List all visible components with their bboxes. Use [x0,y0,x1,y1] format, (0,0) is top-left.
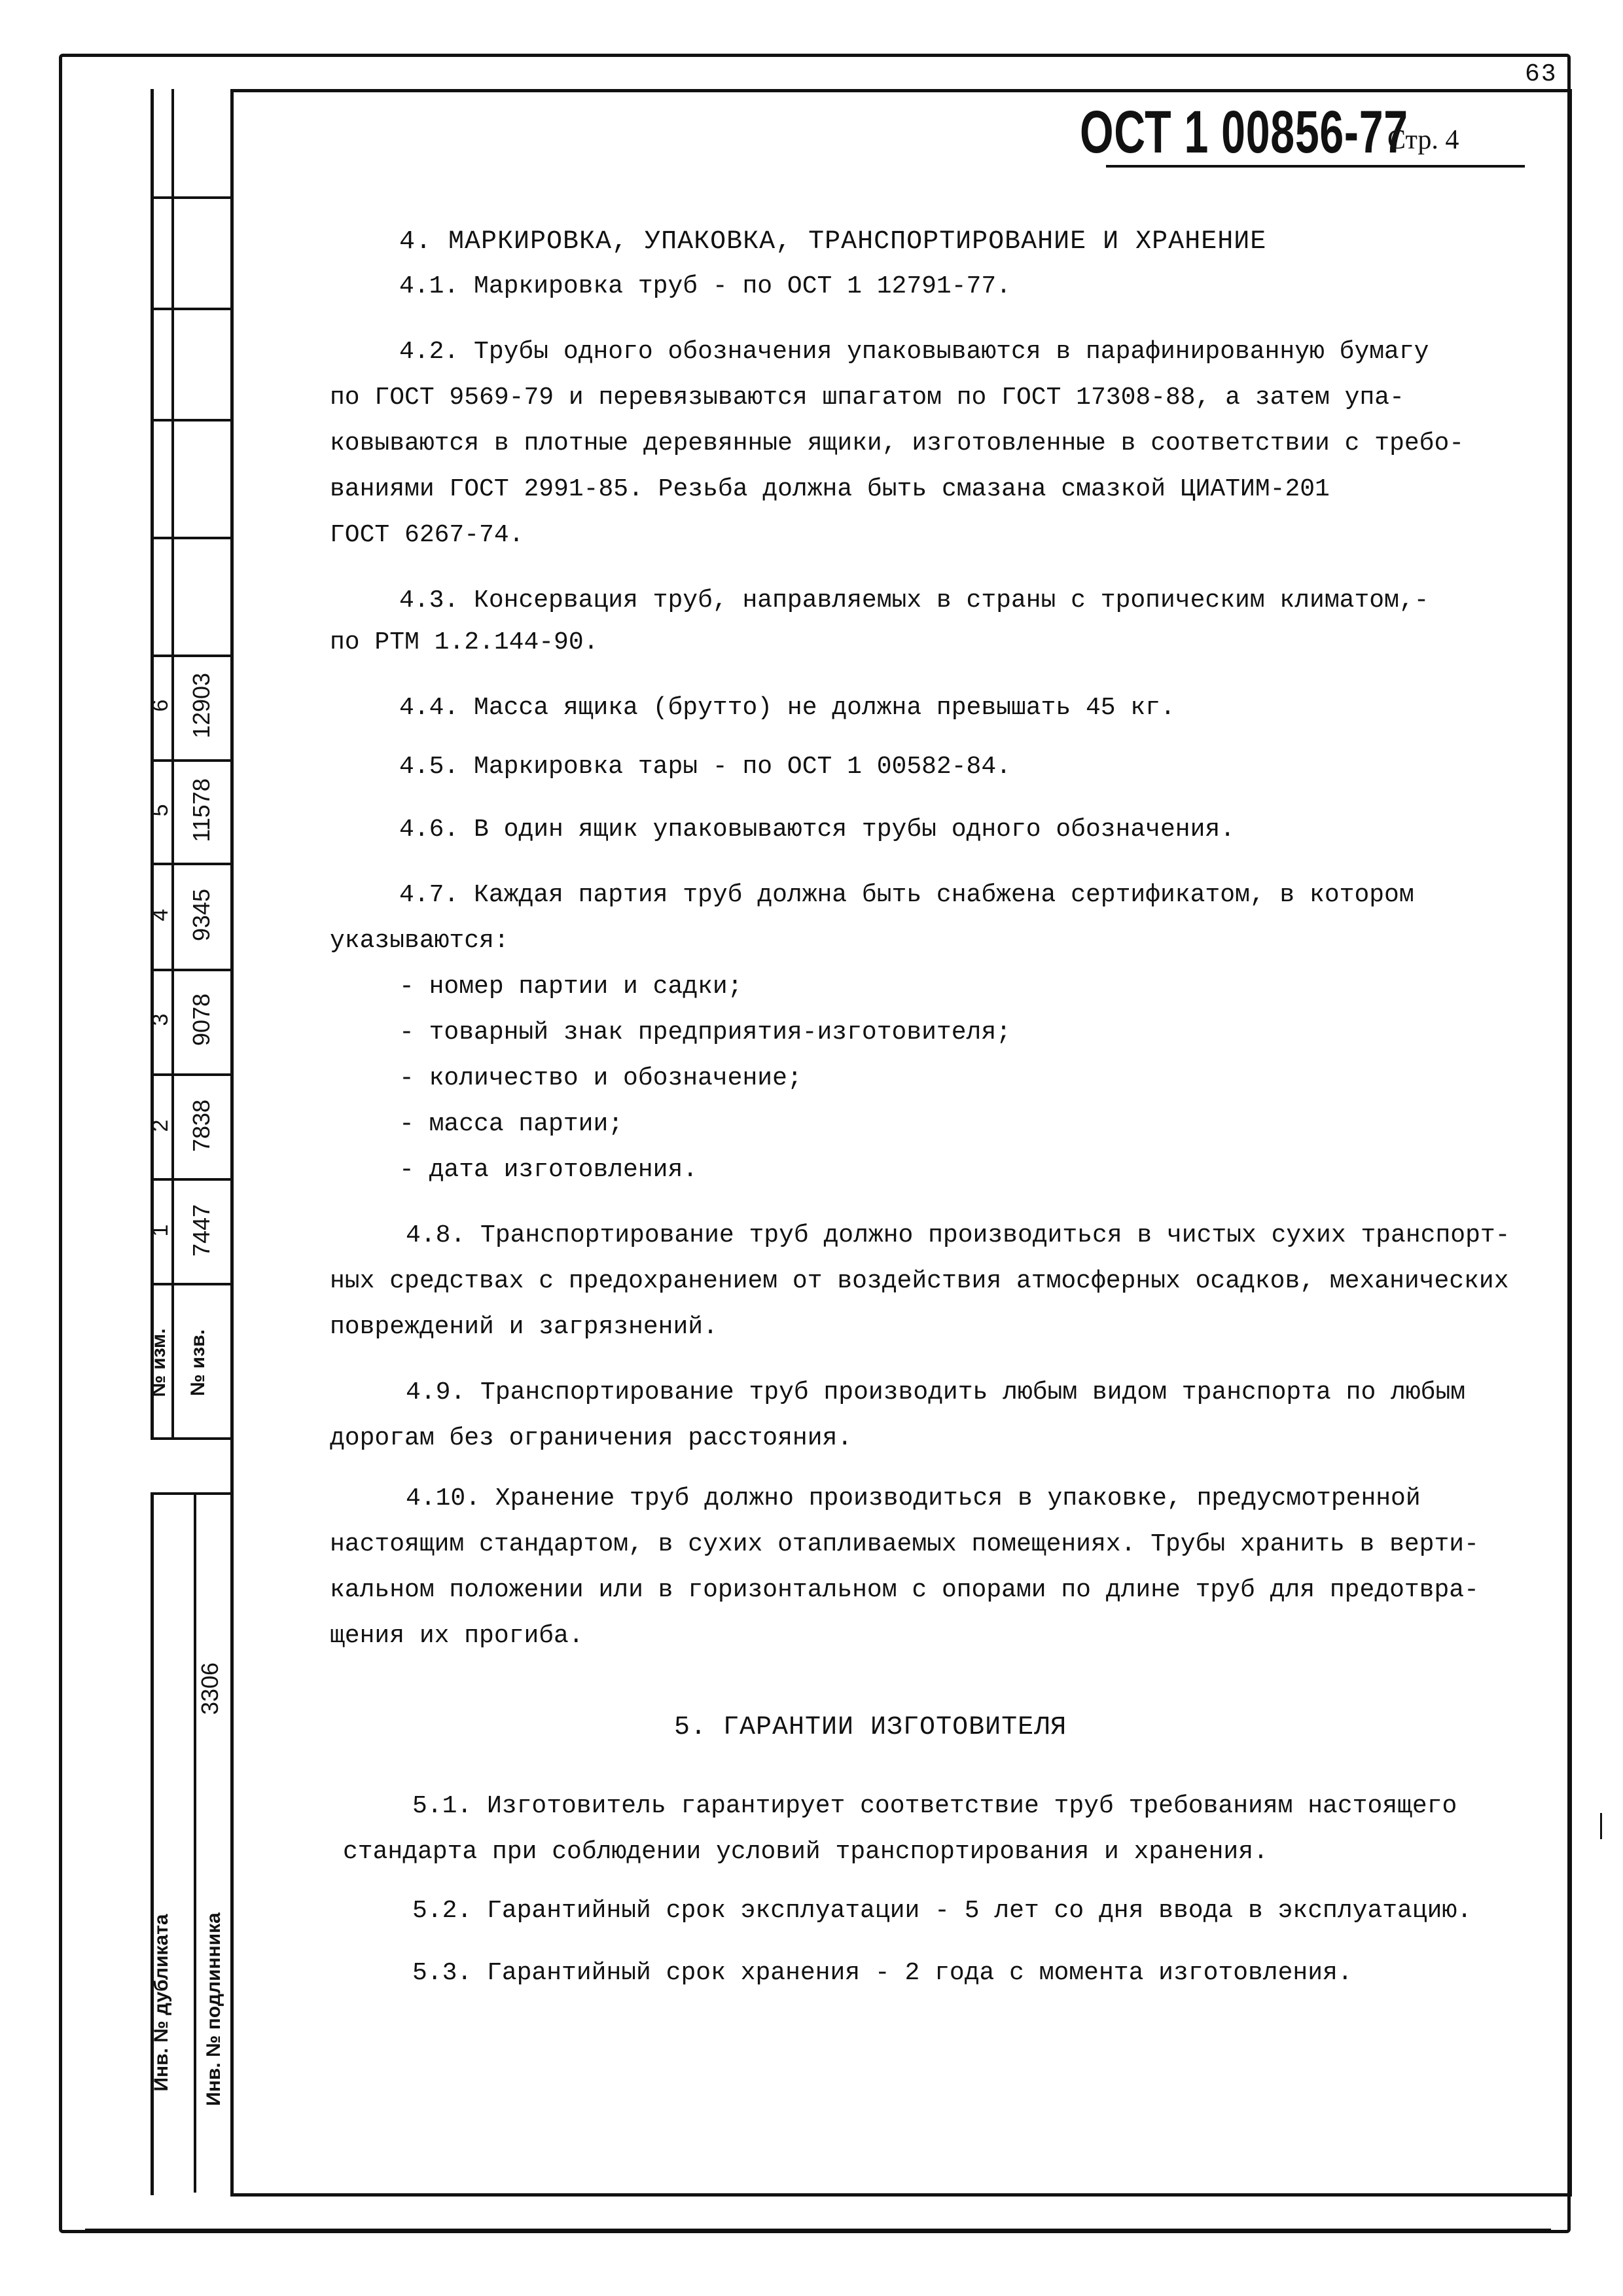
table-line [151,1178,230,1181]
table-line [151,1437,230,1440]
paragraph-4-2-line: по ГОСТ 9569-79 и перевязываются шпагатом по ГОСТ 17308-88, а затем упа- [330,384,1404,412]
revision-col-number: 3 [148,1013,173,1026]
paragraph-4-10-line: кальном положении или в горизонтальном с опорами по длине труб для предотвра- [330,1576,1479,1604]
section-5-title: 5. ГАРАНТИИ ИЗГОТОВИТЕЛЯ [674,1713,1067,1742]
revision-col-number: 2 [148,1119,173,1132]
paragraph-4-3-line: по РТМ 1.2.144-90. [330,628,599,656]
revision-col-number: 4 [148,908,173,922]
paragraph-4-7-line: указываются: [330,927,509,955]
margin-tick [1600,1813,1602,1839]
paragraph-4-4: 4.4. Масса ящика (брутто) не должна превышать 45 кг. [399,694,1175,722]
label-podlinnik: Инв. № подлинника [203,1912,224,2106]
paragraph-5-1-line: стандарта при соблюдении условий транспортирования и хранения. [343,1838,1268,1866]
table-line [151,196,230,199]
revision-value: 7447 [188,1204,215,1257]
table-line [151,419,230,422]
bottom-rule [85,2229,1551,2231]
table-line [151,537,230,539]
list-item: - количество и обозначение; [399,1064,802,1092]
page-label: Стр. 4 [1387,125,1459,155]
revision-value: 11578 [188,778,215,842]
podlinnik-value: 3306 [196,1662,223,1715]
revision-value: 9078 [188,993,215,1047]
paragraph-4-1: 4.1. Маркировка труб - по ОСТ 1 12791-77. [399,272,1011,300]
revision-value: 7838 [188,1099,215,1153]
revision-col-number: 6 [148,699,173,712]
table-line [151,1073,230,1076]
paragraph-4-8-line: 4.8. Транспортирование труб должно производиться в чистых сухих транспорт- [406,1221,1510,1249]
table-line [151,308,230,310]
paragraph-5-1-line: 5.1. Изготовитель гарантирует соответствие труб требованиям настоящего [412,1792,1457,1820]
paragraph-4-8-line: ных средствах с предохранением от воздействия атмосферных осадков, механических [330,1267,1509,1295]
paragraph-4-8-line: повреждений и загрязнений. [330,1313,718,1341]
label-dublikat: Инв. № дубликата [151,1914,172,2092]
paragraph-4-5: 4.5. Маркировка тары - по ОСТ 1 00582-84. [399,753,1011,781]
paragraph-4-9-line: дорогам без ограничения расстояния. [330,1424,853,1452]
paragraph-4-10-line: щения их прогиба. [330,1622,584,1650]
paragraph-4-2-line: ваниями ГОСТ 2991-85. Резьба должна быть смазана смазкой ЦИАТИМ-201 [330,475,1330,503]
paragraph-4-10-line: настоящим стандартом, в сухих отапливаемых помещениях. Трубы хранить в верти- [330,1530,1479,1558]
paragraph-4-2-line: 4.2. Трубы одного обозначения упаковываются в парафинированную бумагу [399,338,1429,366]
paragraph-4-10-line: 4.10. Хранение труб должно производиться в упаковке, предусмотренной [406,1484,1421,1513]
revision-col-number: 1 [148,1224,173,1237]
paragraph-4-2-line: ГОСТ 6267-74. [330,521,524,549]
list-item: - дата изготовления. [399,1156,698,1184]
label-izv: № изв. [187,1329,209,1396]
paragraph-4-6: 4.6. В один ящик упаковываются трубы одного обозначения. [399,816,1236,844]
paragraph-4-9-line: 4.9. Транспортирование труб производить любым видом транспорта по любым [406,1378,1466,1407]
table-line [151,1283,230,1285]
standard-code: ОСТ 1 00856-77 [1080,99,1408,166]
list-item: - номер партии и садки; [399,973,743,1001]
paragraph-4-2-line: ковываются в плотные деревянные ящики, изготовленные в соответствии с требо- [330,429,1465,457]
revision-col-number: 5 [148,804,173,817]
margin-tick [59,105,61,124]
paragraph-4-3-line: 4.3. Консервация труб, направляемых в страны с тропическим климатом,- [399,586,1429,615]
list-item: - товарный знак предприятия-изготовителя; [399,1018,1011,1047]
page-number: 63 [1525,60,1558,88]
paragraph-4-7-line: 4.7. Каждая партия труб должна быть снабжена сертификатом, в котором [399,881,1414,909]
label-izm: № изм. [148,1328,169,1397]
paragraph-5-3: 5.3. Гарантийный срок хранения - 2 года с момента изготовления. [412,1959,1353,1987]
header-underline [1106,165,1525,168]
document-header [1080,98,1536,167]
table-line [151,863,230,865]
paragraph-5-2: 5.2. Гарантийный срок эксплуатации - 5 лет со дня ввода в эксплуатацию. [412,1897,1472,1925]
inventory-table-divider [194,1492,196,2193]
revision-value: 9345 [188,888,215,942]
section-4-title: 4. МАРКИРОВКА, УПАКОВКА, ТРАНСПОРТИРОВАНИЕ И ХРАНЕНИЕ [399,227,1267,257]
list-item: - масса партии; [399,1110,624,1138]
revision-value: 12903 [188,672,215,739]
